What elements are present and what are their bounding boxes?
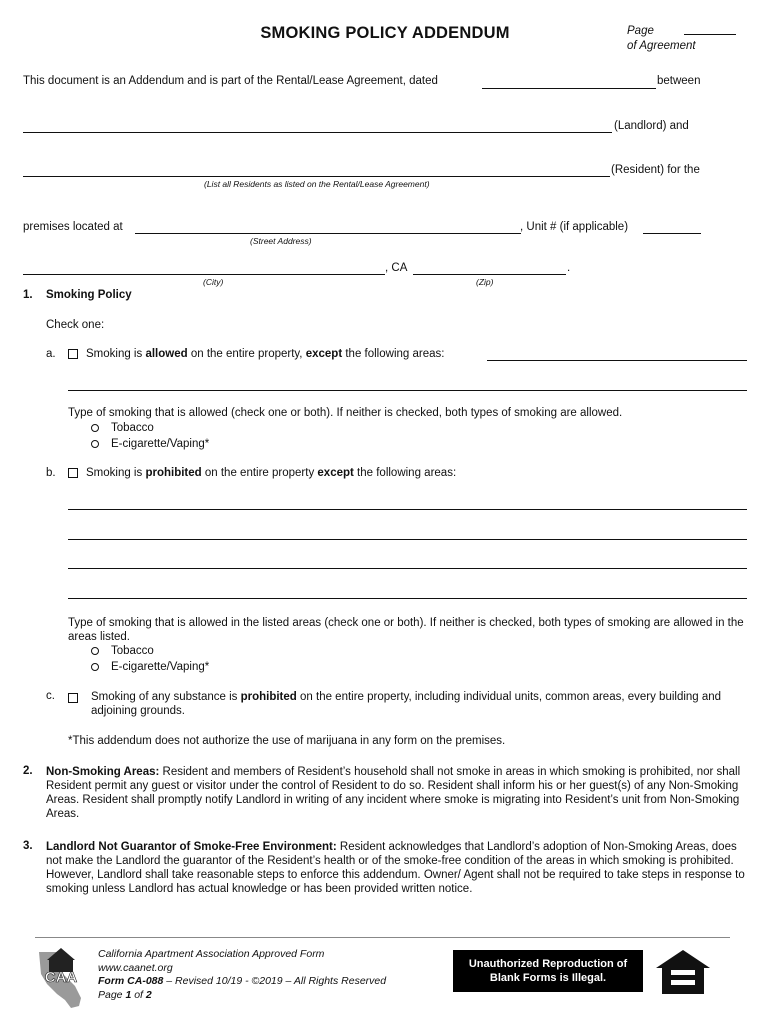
option-c-label: c.	[46, 690, 55, 702]
city-hint: (City)	[203, 277, 224, 287]
page-sub-label: of Agreement	[627, 40, 696, 52]
section3-body	[46, 840, 746, 896]
logo-text: CAA	[44, 969, 78, 986]
option-b-bold-except: except	[317, 467, 354, 479]
page-word: Page	[98, 988, 123, 1001]
option-a-ecig-radio[interactable]	[91, 440, 99, 448]
option-a-bold-allowed: allowed	[145, 348, 188, 360]
option-b-checkbox[interactable]	[68, 468, 78, 478]
tobacco-label: Tobacco	[111, 645, 154, 657]
section2-text: Resident and members of Resident’s household shall not smoke in areas in which smoking is prohibited, nor shall Resident permit any guest or visitor under the control of Resident to do so. Resident shall inform his or her guest(s) of any Non-Smoking Areas. Resident shall promptly notify Landlord in writing of any incident where smoke is migrating into Resident’s unit from Non-Smoking Areas.	[46, 766, 741, 820]
equal-housing-icon	[654, 948, 712, 996]
landlord-field[interactable]	[23, 132, 612, 133]
resident-field[interactable]	[23, 176, 610, 177]
option-c-text	[91, 690, 731, 718]
page-total: 2	[145, 988, 152, 1001]
section1-title: Smoking Policy	[46, 289, 132, 301]
option-a-text-1: Smoking is	[86, 348, 143, 360]
page-label: Page	[627, 25, 654, 37]
premises-label: premises located at	[23, 221, 123, 233]
option-b-text-2: on the entire property	[204, 467, 315, 479]
option-b-text-1: Smoking is	[86, 467, 143, 479]
street-address-field[interactable]	[135, 233, 521, 234]
option-a-label: a.	[46, 348, 56, 360]
option-b-areas-field-3[interactable]	[68, 568, 747, 569]
option-b-areas-field-1[interactable]	[68, 509, 747, 510]
resident-label: (Resident) for the	[611, 164, 700, 176]
footer-text	[98, 948, 386, 1002]
section2-number: 2.	[23, 765, 33, 777]
section2-title: Non-Smoking Areas:	[46, 766, 160, 778]
option-b-row	[68, 467, 456, 479]
option-b-text-3: the following areas:	[357, 467, 457, 479]
option-b-areas-field-2[interactable]	[68, 539, 747, 540]
marijuana-note: *This addendum does not authorize the use of marijuana in any form on the premises.	[68, 735, 506, 747]
section3-title: Landlord Not Guarantor of Smoke-Free Environment:	[46, 841, 337, 853]
footer-line-1: California Apartment Association Approved Form	[98, 948, 325, 960]
option-b-label: b.	[46, 467, 56, 479]
caa-logo-icon	[35, 946, 87, 1012]
option-c-checkbox[interactable]	[68, 693, 78, 703]
option-b-areas-field-4[interactable]	[68, 598, 747, 599]
period: .	[567, 262, 571, 274]
option-b-ecig-radio[interactable]	[91, 663, 99, 671]
notice-line-1: Unauthorized Reproduction of	[468, 958, 628, 970]
section3-number: 3.	[23, 840, 33, 852]
option-a-tobacco-radio[interactable]	[91, 424, 99, 432]
section3-text: Resident acknowledges that Landlord’s adoption of Non-Smoking Areas, does not make the Landlord the guarantor of the Resident’s health or of the smoke-free condition of the areas in which smoking is prohibited. However, Landlord shall take reasonable steps to enforce this addendum. Owner/ Agent shall not be required to take steps in response to smoking unless Landlord has actual knowledge or has been provided written notice.	[46, 841, 745, 895]
option-b-tobacco-radio[interactable]	[91, 647, 99, 655]
ecig-label: E-cigarette/Vaping*	[111, 661, 210, 673]
option-a-text-2: on the entire property,	[190, 348, 303, 360]
intro-text: This document is an Addendum and is part of the Rental/Lease Agreement, dated	[23, 75, 438, 87]
option-a-checkbox[interactable]	[68, 349, 78, 359]
page-number-field[interactable]	[684, 34, 736, 35]
between-label: between	[657, 75, 701, 87]
option-a-areas-field-2[interactable]	[68, 390, 747, 391]
footer-form-line	[98, 975, 386, 989]
ca-label: , CA	[385, 262, 408, 274]
zip-hint: (Zip)	[476, 277, 494, 287]
option-a-areas-field-1[interactable]	[487, 360, 747, 361]
option-a-row	[68, 348, 444, 360]
footer-divider	[35, 937, 730, 938]
residents-hint: (List all Residents as listed on the Rental/Lease Agreement)	[204, 179, 430, 189]
city-field[interactable]	[23, 274, 385, 275]
agreement-date-field[interactable]	[482, 88, 656, 89]
form-revised: – Revised 10/19 - ©2019 – All Rights Reserved	[166, 975, 387, 987]
section1-number: 1.	[23, 289, 33, 301]
option-a-bold-except: except	[305, 348, 343, 360]
page-title: SMOKING POLICY ADDENDUM	[260, 24, 510, 42]
page-number: 1	[125, 988, 132, 1001]
reproduction-notice	[453, 950, 643, 992]
tobacco-label: Tobacco	[111, 422, 154, 434]
street-hint: (Street Address)	[250, 236, 312, 246]
option-a-type-text: Type of smoking that is allowed (check one or both). If neither is checked, both types of smoking are allowed.	[68, 407, 623, 419]
unit-field[interactable]	[643, 233, 701, 234]
ecig-label: E-cigarette/Vaping*	[111, 438, 210, 450]
option-c-bold-prohibited: prohibited	[240, 691, 297, 703]
option-c-text-2: on the entire property, including individual units, common areas, every building and adjoining grounds.	[91, 691, 722, 717]
section2-body	[46, 765, 746, 821]
option-b-bold-prohibited: prohibited	[145, 467, 202, 479]
zip-field[interactable]	[413, 274, 566, 275]
option-b-type-text: Type of smoking that is allowed in the listed areas (check one or both). If neither is checked, both types of smoking are allowed in the areas listed.	[68, 617, 744, 643]
option-a-ecig[interactable]	[91, 438, 209, 450]
page-of: of	[134, 988, 143, 1001]
footer-page-line	[98, 989, 386, 1003]
option-a-tobacco[interactable]	[91, 422, 154, 434]
option-c-text-1: Smoking of any substance is	[91, 691, 238, 703]
option-b-tobacco[interactable]	[91, 645, 154, 657]
footer-website: www.caanet.org	[98, 961, 173, 974]
check-one-label: Check one:	[46, 319, 105, 331]
page-reference	[627, 24, 706, 54]
option-a-text-3: the following areas:	[345, 348, 445, 360]
option-b-ecig[interactable]	[91, 661, 209, 673]
unit-label: , Unit # (if applicable)	[520, 221, 629, 233]
landlord-label: (Landlord) and	[614, 120, 689, 132]
form-id: Form CA-088	[98, 975, 164, 987]
notice-line-2: Blank Forms is Illegal.	[489, 972, 607, 984]
